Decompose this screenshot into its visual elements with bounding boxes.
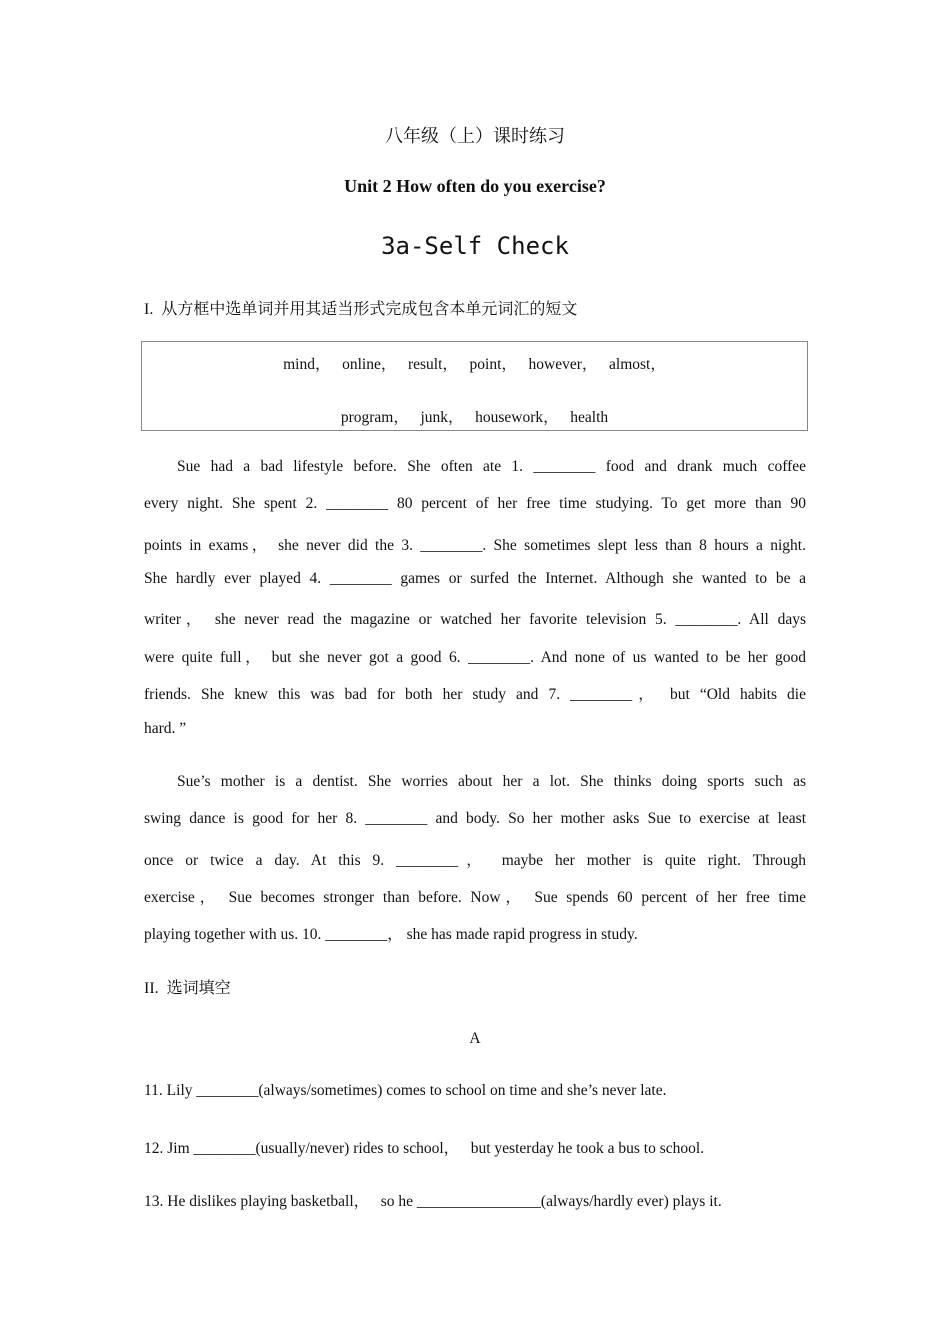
passage-line: friends. She knew this was bad for both her study and 7. ________， but “Old habits die — [144, 686, 806, 703]
lesson-title: 3a-Self Check — [381, 232, 569, 260]
passage-line: were quite full， but she never got a good 6. ________. And none of us wanted to be her good — [144, 649, 806, 666]
passage-line: writer， she never read the magazine or watched her favorite television 5. ________. All days — [144, 611, 806, 628]
section1-heading — [144, 296, 577, 319]
passage-line: every night. She spent 2. ________ 80 percent of her free time studying. To get more than 90 — [144, 495, 806, 512]
unit-title: Unit 2 How often do you exercise? — [344, 176, 606, 196]
question-12: 12. Jim ________(usually/never) rides to school， but yesterday he took a bus to school. — [144, 1140, 705, 1157]
question-11: 11. Lily ________(always/sometimes) comes to school on time and she’s never late. — [144, 1082, 667, 1099]
section2-heading — [144, 975, 231, 998]
section1-instruction: 从方框中选单词并用其适当形式完成包含本单元词汇的短文 — [161, 299, 578, 318]
question-13: 13. He dislikes playing basketball， so he ________________(always/hardly ever) plays it. — [144, 1193, 722, 1210]
section1-number: I. — [144, 301, 154, 318]
passage-line: Sue had a bad lifestyle before. She often ate 1. ________ food and drank much coffee — [177, 458, 806, 475]
word-bank-row: mind， online， result， point， however， almost， — [283, 356, 666, 373]
passage-line: hard. ” — [144, 720, 187, 737]
section2-instruction: 选词填空 — [166, 978, 231, 997]
section2-number: II. — [144, 980, 159, 997]
passage-line: exercise， Sue becomes stronger than before. Now， Sue spends 60 percent of her free time — [144, 889, 806, 906]
part-label: A — [469, 1030, 481, 1047]
passage-line: Sue’s mother is a dentist. She worries about her a lot. She thinks doing sports such as — [177, 773, 806, 790]
passage-line: She hardly ever played 4. ________ games or surfed the Internet. Although she wanted to be a — [144, 570, 806, 587]
word-bank-row: program， junk， housework， health — [340, 409, 609, 426]
passage-line: playing together with us. 10. ________， she has made rapid progress in study. — [144, 926, 638, 943]
grade-title: 八年级（上）课时练习 — [385, 126, 565, 147]
passage-line: once or twice a day. At this 9. ________， maybe her mother is quite right. Through — [144, 852, 806, 869]
passage-line: swing dance is good for her 8. ________ and body. So her mother asks Sue to exercise at least — [144, 810, 806, 827]
passage-line: points in exams， she never did the 3. ________. She sometimes slept less than 8 hours a night. — [144, 537, 806, 554]
word-bank-box — [141, 341, 808, 431]
